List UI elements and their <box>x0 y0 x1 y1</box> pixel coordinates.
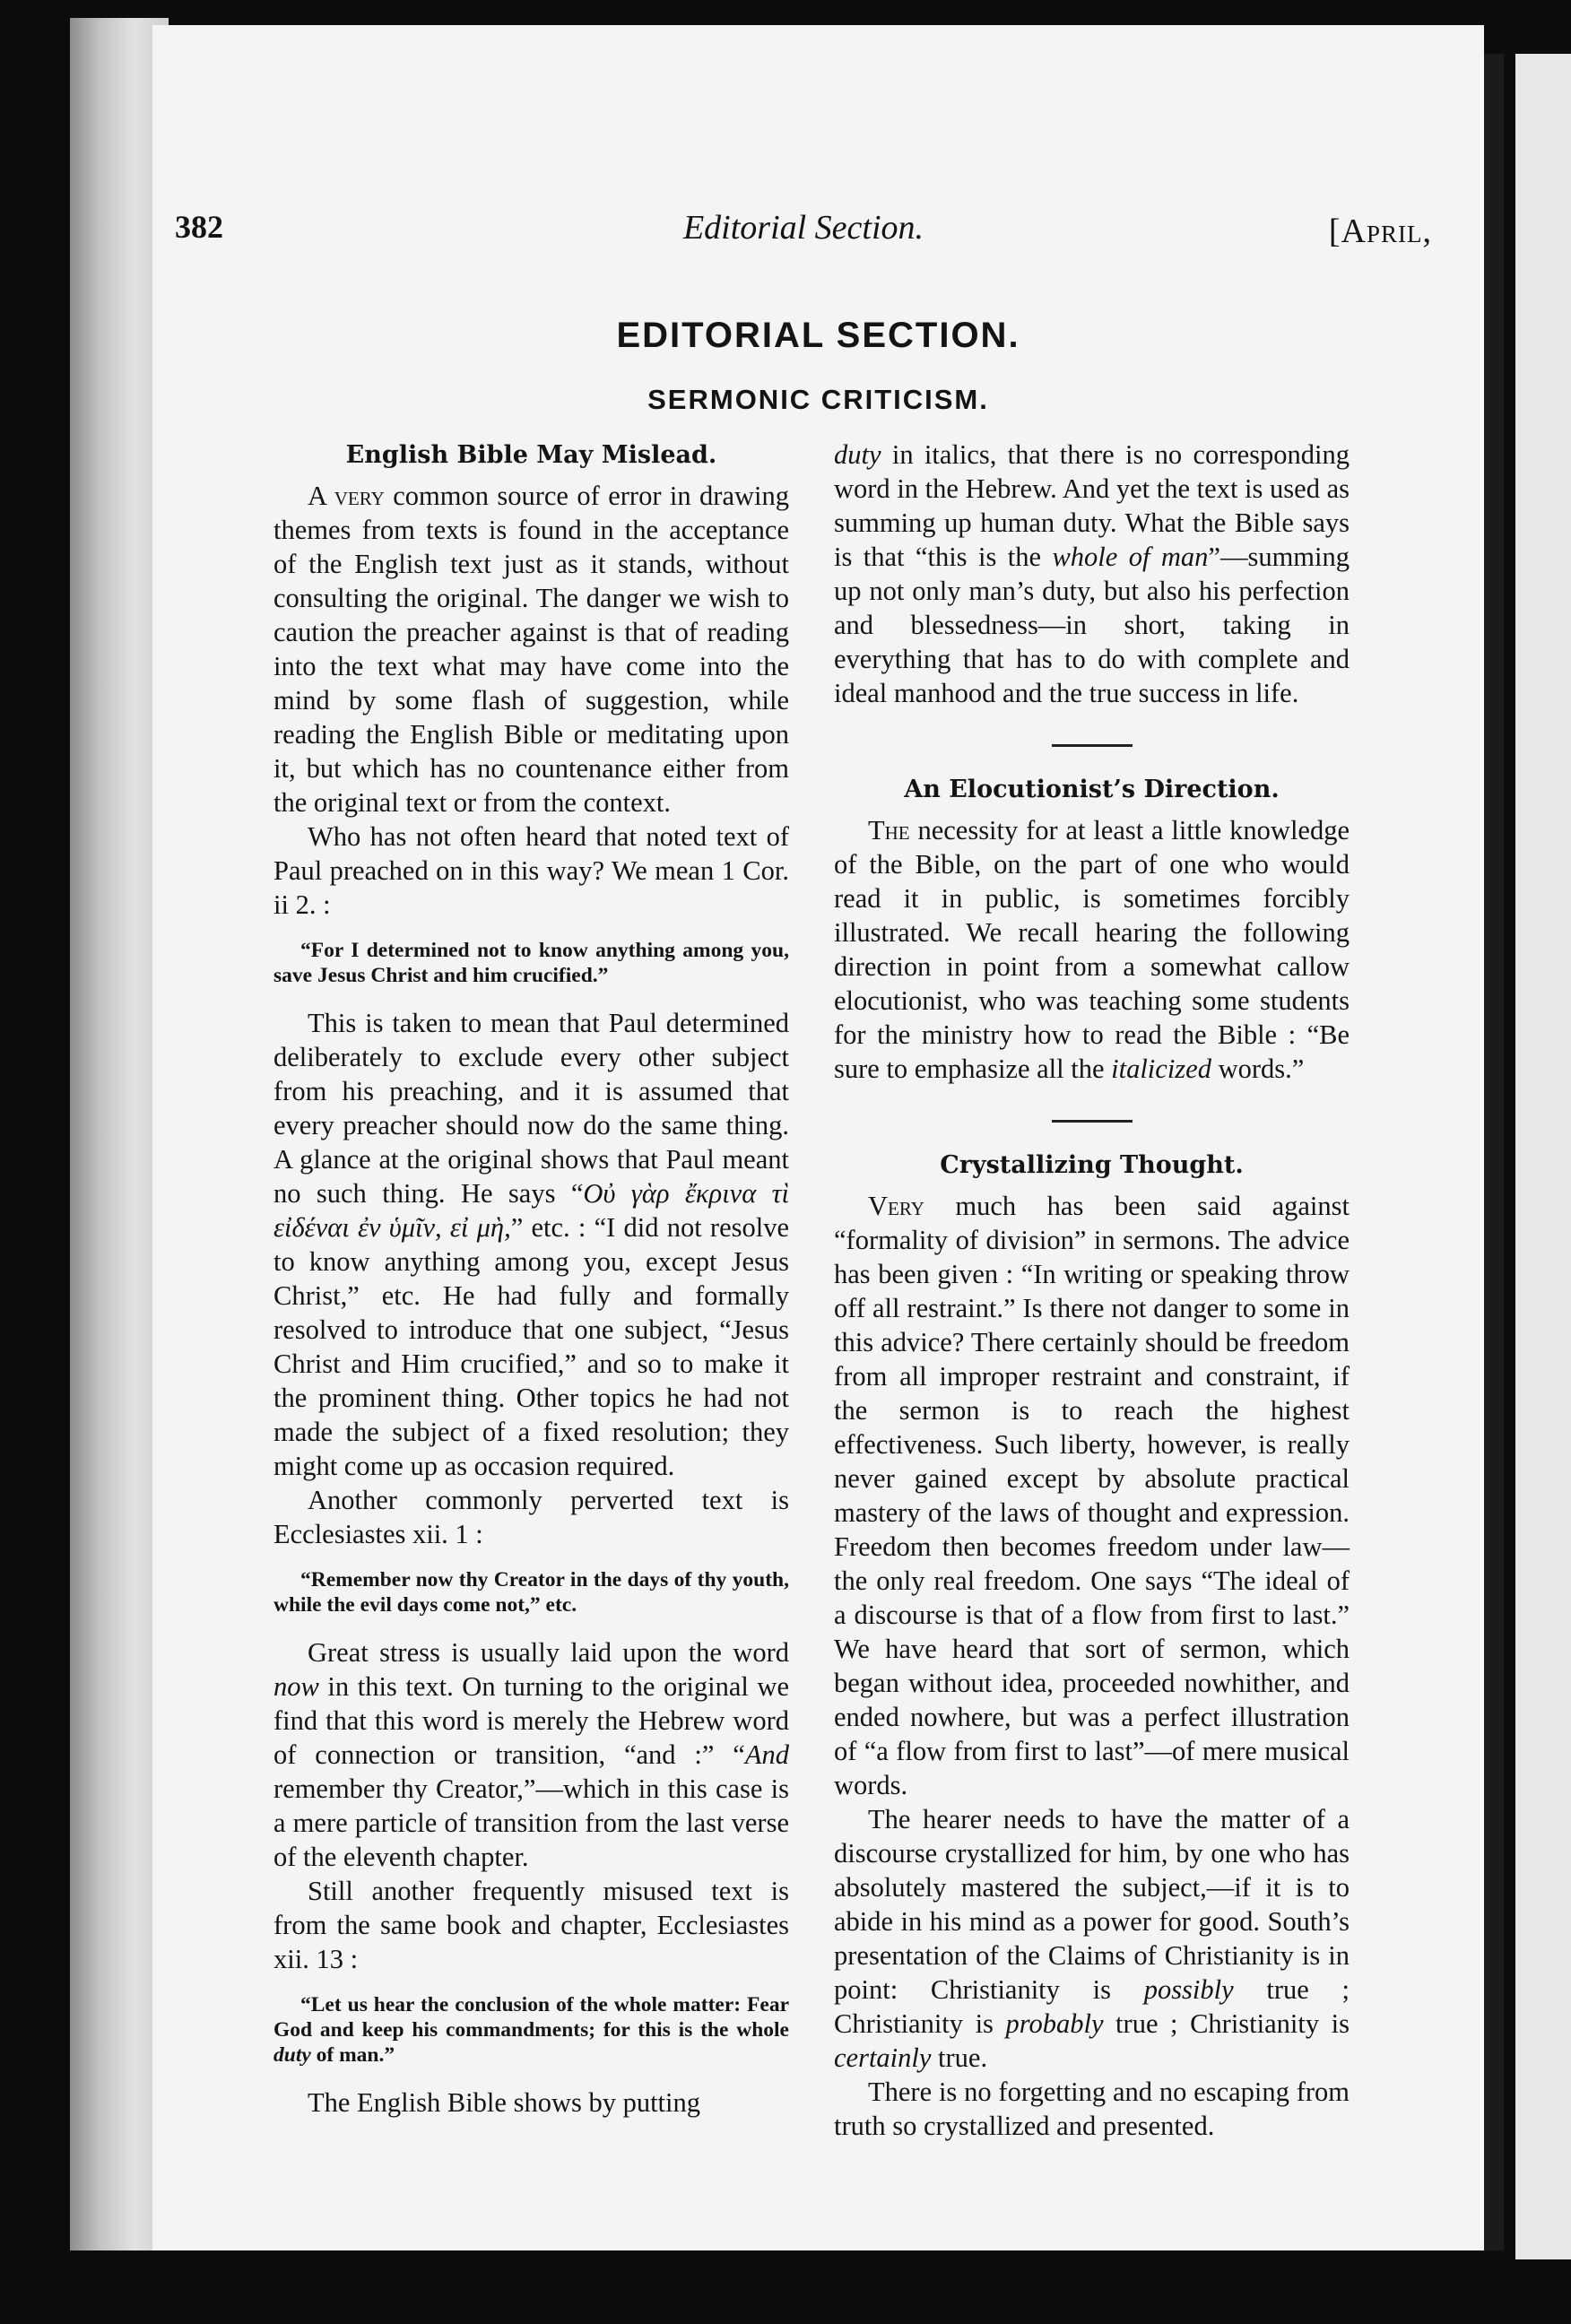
lead-words: The <box>868 815 910 845</box>
emphasis: And <box>744 1739 789 1770</box>
quote-text: of man.” <box>310 2043 395 2067</box>
paragraph: There is no forgetting and no escaping from truth so crystallized and presented. <box>834 2077 1350 2141</box>
paragraph: The English Bible shows by putting <box>308 2087 701 2118</box>
running-head <box>175 208 1432 271</box>
article-heading-elocutionist: An Elocutionist’s Direction. <box>904 776 1280 803</box>
paragraph <box>273 1635 789 1874</box>
paragraph-text: in this text. On turning to the original we find that this word is merely the Hebrew word of connection or transition, “and :” “ <box>273 1671 789 1770</box>
page-number: 382 <box>175 209 223 245</box>
quote-text: “Let us hear the conclusion of the whole matter: Fear God and keep his commandments; for this is the whole <box>273 1993 789 2042</box>
paragraph <box>273 479 789 819</box>
paragraph-text: necessity for at least a little knowledge of the Bible, on the part of one who would read it in public, is sometimes forcibly illustrated. We recall hearing the following direction in point from a somewhat callow elocutionist, who was teaching some students for the ministry how to read the Bible : “Be sure to emphasize all the <box>834 815 1350 1084</box>
paragraph: Who has not often heard that noted text of Paul preached on in this way? We mean 1 Cor. ii 2. : <box>273 821 789 920</box>
paragraph-text: common source of error in drawing themes from texts is found in the acceptance of the English text just as it stands, without consulting the original. The danger we wish to caution the preacher against is that of reading into the text what may have come into the mind by some flash of suggestion, while reading the English Bible or meditating upon it, but which has no countenance either from the original text or from the context. <box>273 481 789 818</box>
divider <box>1052 1120 1133 1123</box>
emphasis: italicized <box>1111 1054 1211 1084</box>
paragraph <box>834 813 1350 1086</box>
emphasis: whole of man <box>1052 542 1209 572</box>
right-column <box>834 438 1350 2143</box>
emphasis: now <box>273 1671 319 1702</box>
paragraph: Still another frequently misused text is from the same book and chapter, Ecclesiastes xii. 13 : <box>273 1876 789 1974</box>
paragraph-text: ”—summing up not only man’s duty, but also his perfection and blessedness—in short, taking in everything that has to do with complete and ideal manhood and the true success in life. <box>834 542 1350 708</box>
emphasis: probably <box>1005 2008 1104 2039</box>
left-column <box>273 438 789 2120</box>
paragraph-text: true. <box>931 2042 988 2073</box>
paragraph-text: in italics, that there is no corresponding word in the Hebrew. And yet the text is used as summing up human duty. What the Bible says is that “this is the <box>834 439 1350 572</box>
emphasis: duty <box>834 439 881 470</box>
paragraph-text: This is taken to mean that Paul determined deliberately to exclude every other subject from his preaching, and it is assumed that every preacher should now do the same thing. A glance at the original shows that Paul meant no such thing. He says “ <box>273 1008 789 1209</box>
emphasis: certainly <box>834 2042 932 2073</box>
paragraph-text: true ; Christianity is <box>1103 2008 1350 2039</box>
paragraph <box>834 1189 1350 1802</box>
scripture-quote <box>273 1992 789 2068</box>
paragraph-text: remember thy Creator,”—which in this case is a mere particle of transition from the last verse of the eleventh chapter. <box>273 1773 789 1872</box>
paragraph-text: much has been said against “formality of division” in sermons. The advice has been given : “In writing or speaking throw off all restraint.” Is there not danger to some in this advice? There certainly should be freedom from all improper restraint and constraint, if the sermon is to reach the highest effectiveness. Such liberty, however, is really never gained except by absolute practical mastery of the laws of thought and expression. Freedom then becomes freedom under law—the only real freedom. One says “The ideal of a discourse is that of a flow from first to last.” We have heard that sort of sermon, which began without idea, proceeded nowhither, and ended nowhere, but was a perfect illustration of “a flow from first to last”—of mere musical words. <box>834 1191 1350 1800</box>
facing-page-edge <box>1515 54 1571 2259</box>
section-title: EDITORIAL SECTION. <box>616 316 1020 355</box>
paragraph <box>273 1006 789 1483</box>
lead-words: A very <box>308 481 385 511</box>
lead-words: Very <box>868 1191 924 1221</box>
paragraph: Another commonly perverted text is Ecclesiastes xii. 1 : <box>273 1485 789 1549</box>
subsection-title: SERMONIC CRITICISM. <box>647 384 989 415</box>
binding-shadow <box>1484 54 1504 2250</box>
divider <box>1052 744 1133 747</box>
paragraph <box>834 1802 1350 2075</box>
greek-text: Οὐ γὰρ ἔκρινα τὶ εἰδέναι ἐν ὑμῖν, εἰ μὴ, <box>273 1178 790 1243</box>
paragraph-text: The hearer needs to have the matter of a discourse crystallized for him, by one who has absolutely mastered the subject,—if it is to abide in his mind as a power for good. South’s presentation of the Claims of Christianity is in point: Christianity is <box>834 1804 1350 2005</box>
emphasis: duty <box>273 2043 311 2067</box>
paragraph-text: words.” <box>1211 1054 1305 1084</box>
month-label: [April, <box>1328 212 1432 250</box>
scripture-quote: “For I determined not to know anything among you, save Jesus Christ and him crucified.” <box>273 939 789 987</box>
article-heading-english-bible: English Bible May Mislead. <box>345 441 717 469</box>
article-heading-crystallizing: Crystallizing Thought. <box>940 1151 1244 1179</box>
scripture-quote: “Remember now thy Creator in the days of thy youth, while the evil days come not,” etc. <box>273 1568 789 1617</box>
running-title: Editorial Section. <box>682 209 924 247</box>
paragraph-text: ” etc. : “I did not resolve to know anything among you, except Jesus Christ,” etc. He had fully and formally resolved to introduce that one subject, “Jesus Christ and Him crucified,” and so to make it the prominent thing. Other topics he had not made the subject of a fixed resolution; they might come up as occasion required. <box>273 1212 789 1481</box>
paragraph-text: Great stress is usually laid upon the word <box>308 1637 789 1668</box>
emphasis: possibly <box>1143 1974 1234 2005</box>
paragraph-continued <box>834 438 1350 710</box>
paragraph-text: true ; Christianity is <box>834 1974 1350 2039</box>
